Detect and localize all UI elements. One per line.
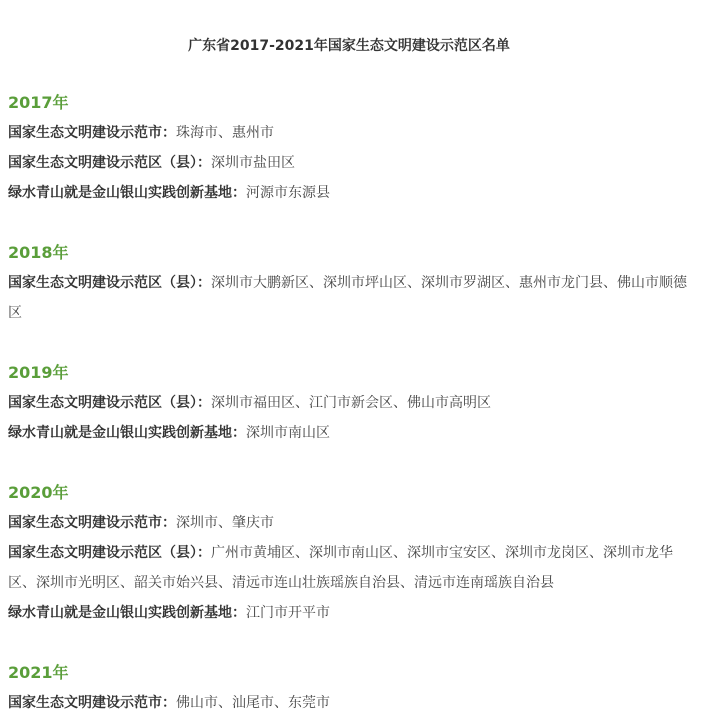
item-value: 河源市东源县 bbox=[246, 185, 330, 201]
year-heading-2019: 2019年 bbox=[8, 363, 69, 382]
item-value: 佛山市、汕尾市、东莞市 bbox=[176, 695, 330, 711]
item-label: 绿水青山就是金山银山实践创新基地： bbox=[8, 605, 246, 621]
item-value: 深圳市福田区、江门市新会区、佛山市高明区 bbox=[211, 395, 491, 411]
list-item bbox=[8, 178, 690, 208]
year-heading-2018: 2018年 bbox=[8, 243, 69, 262]
list-item bbox=[8, 598, 690, 628]
item-value: 珠海市、惠州市 bbox=[176, 125, 274, 141]
list-item bbox=[8, 118, 690, 148]
item-value: 广州市黄埔区、深圳市南山区、深圳市宝安区、深圳市龙岗区、深圳市龙华区、深圳市光明区、韶关市始兴县、清远市连山壮族瑶族自治县、清远市连南瑶族自治县 bbox=[8, 545, 673, 591]
item-label: 国家生态文明建设示范区（县）： bbox=[8, 395, 211, 411]
list-item bbox=[8, 268, 690, 328]
item-value: 江门市开平市 bbox=[246, 605, 330, 621]
list-item bbox=[8, 538, 690, 598]
item-value: 深圳市大鹏新区、深圳市坪山区、深圳市罗湖区、惠州市龙门县、佛山市顺德区 bbox=[8, 275, 687, 321]
item-label: 绿水青山就是金山银山实践创新基地： bbox=[8, 425, 246, 441]
item-value: 深圳市盐田区 bbox=[211, 155, 295, 171]
item-label: 国家生态文明建设示范市： bbox=[8, 695, 176, 711]
item-value: 深圳市南山区 bbox=[246, 425, 330, 441]
year-heading-2020: 2020年 bbox=[8, 483, 69, 502]
page-title: 广东省2017-2021年国家生态文明建设示范区名单 bbox=[188, 38, 510, 54]
list-item bbox=[8, 148, 690, 178]
list-item bbox=[8, 388, 690, 418]
list-item bbox=[8, 418, 690, 448]
item-label: 国家生态文明建设示范区（县）： bbox=[8, 155, 211, 171]
item-value: 深圳市、肇庆市 bbox=[176, 515, 274, 531]
year-heading-2017: 2017年 bbox=[8, 93, 69, 112]
item-label: 国家生态文明建设示范区（县）： bbox=[8, 545, 211, 561]
item-label: 国家生态文明建设示范区（县）： bbox=[8, 275, 211, 291]
item-label: 国家生态文明建设示范市： bbox=[8, 515, 176, 531]
list-item bbox=[8, 688, 690, 718]
item-label: 国家生态文明建设示范市： bbox=[8, 125, 176, 141]
year-heading-2021: 2021年 bbox=[8, 663, 69, 682]
list-item bbox=[8, 508, 690, 538]
item-label: 绿水青山就是金山银山实践创新基地： bbox=[8, 185, 246, 201]
